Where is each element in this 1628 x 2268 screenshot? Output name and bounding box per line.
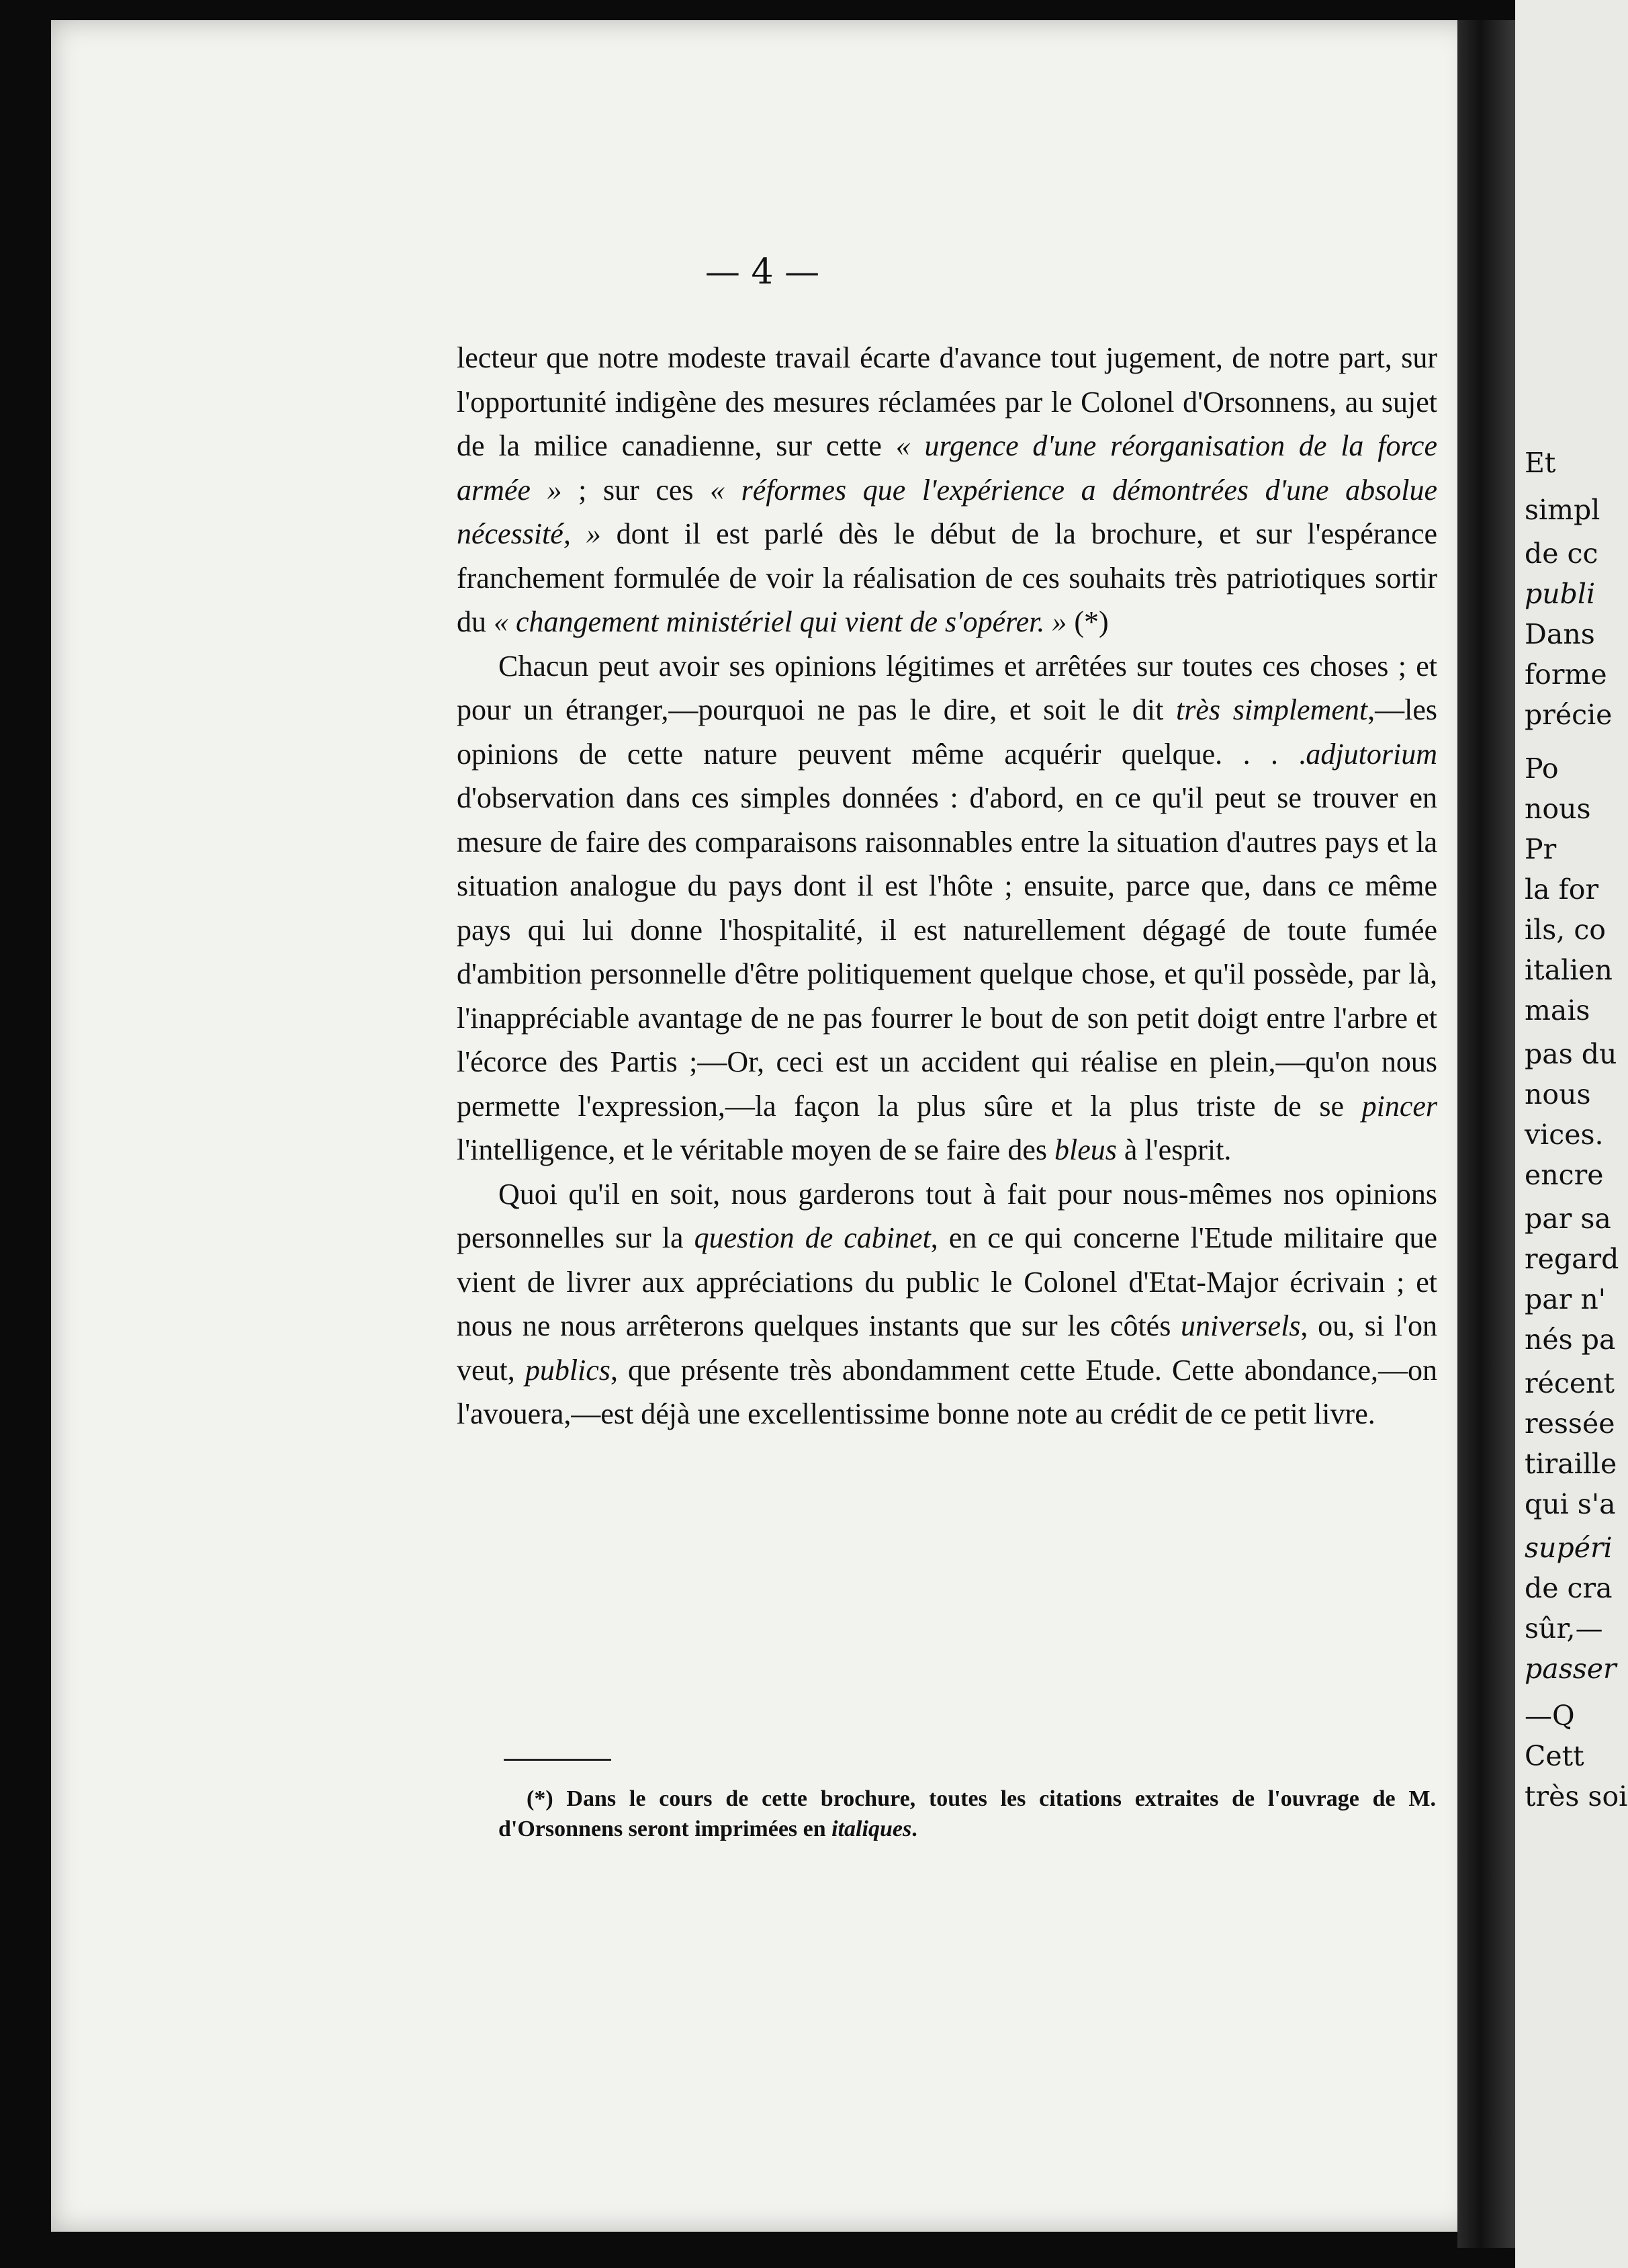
footnote-text <box>498 1784 1436 1844</box>
italic-text: « réformes que l'expérience a démontrées d'une absolue nécessité, » <box>457 473 1437 550</box>
facing-page-fragment: publi <box>1525 578 1596 610</box>
text-run: (*) <box>1067 605 1109 638</box>
facing-page-edge <box>1515 0 1628 2268</box>
facing-page-fragment: sûr,— <box>1525 1612 1603 1645</box>
book-gutter <box>1457 20 1515 2248</box>
text-run: dont il est parlé dès le début de la brochure, et sur l'espérance franchement formulée de voir la réalisation de ces souhaits très patriotiques sortir du <box>457 517 1437 638</box>
facing-page-fragment: nés pa <box>1525 1323 1616 1356</box>
text-run: à l'esprit. <box>1116 1133 1232 1166</box>
facing-page-fragment: forme <box>1525 658 1607 691</box>
facing-page-fragment: mais <box>1525 994 1590 1027</box>
facing-page-fragment: la for <box>1525 873 1599 906</box>
facing-page-fragment: récent <box>1525 1367 1615 1399</box>
text-run: ,—les opinions de cette nature peuvent même acquérir quelque. . . . <box>457 693 1438 771</box>
footnote <box>498 1784 1436 1844</box>
paragraph <box>457 1172 1437 1436</box>
italic-text: question de cabinet <box>694 1221 931 1254</box>
facing-page-fragment: pas du <box>1525 1038 1617 1070</box>
italic-text: italiques <box>831 1817 912 1841</box>
facing-page-fragment: Po <box>1525 752 1559 785</box>
facing-page-fragment: Dans <box>1525 618 1595 650</box>
facing-page-fragment: encre <box>1525 1159 1604 1191</box>
facing-page-fragment: ressée <box>1525 1407 1615 1440</box>
facing-page-fragment: passer <box>1525 1653 1617 1685</box>
text-run: ; sur ces <box>561 473 711 507</box>
facing-page-fragment: italien <box>1525 954 1613 986</box>
italic-text: publics <box>525 1353 610 1387</box>
text-run: , en ce qui concerne l'Etude militaire que vient de livrer aux appréciations du public le Colonel d'Etat-Major écrivain ; et nous ne nous arrêterons quelques instants que sur les côtés <box>457 1221 1438 1342</box>
facing-page-fragment: —Q <box>1525 1700 1575 1732</box>
italic-text: universels <box>1181 1309 1301 1342</box>
text-run: (*) Dans le cours de cette brochure, toutes les citations extraites de l'ouvrage de M. d'Orsonnens seront imprimées en <box>498 1786 1436 1841</box>
facing-page-fragment: par n' <box>1525 1283 1606 1315</box>
facing-page-fragment: tiraille <box>1525 1448 1617 1480</box>
facing-page-fragment: par sa <box>1525 1203 1611 1235</box>
text-run: l'intelligence, et le véritable moyen de se faire des <box>457 1133 1054 1166</box>
facing-page-fragment: nous <box>1525 793 1591 825</box>
facing-page-fragment: de cra <box>1525 1572 1613 1604</box>
text-run: Quoi qu'il en soit, nous garderons tout à fait pour nous-mêmes nos opinions personnelles sur la <box>457 1177 1437 1254</box>
facing-page-fragment: Et <box>1525 447 1556 479</box>
italic-text: adjutorium <box>1306 737 1437 771</box>
paragraph <box>457 336 1437 644</box>
italic-text: « changement ministériel qui vient de s'opérer. » <box>494 605 1067 638</box>
italic-text: très simplement <box>1176 693 1368 726</box>
book-page <box>51 20 1474 2232</box>
facing-page-fragment: Cett <box>1525 1740 1584 1772</box>
facing-page-fragment: supéri <box>1525 1532 1613 1564</box>
facing-page-fragment: simpl <box>1525 494 1600 526</box>
facing-page-fragment: regard <box>1525 1243 1619 1275</box>
facing-page-fragment: Pr <box>1525 833 1557 865</box>
facing-page-fragment: ils, co <box>1525 914 1606 946</box>
facing-page-fragment: précie <box>1525 699 1613 731</box>
italic-text: « urgence d'une réorganisation de la force armée » <box>457 429 1437 507</box>
facing-page-fragment: vices. <box>1525 1119 1604 1151</box>
facing-page-fragment: très soi <box>1525 1780 1628 1813</box>
paragraph <box>457 644 1437 1172</box>
text-run: , ou, si l'on veut, <box>457 1309 1437 1387</box>
page-number: — 4 — <box>705 252 820 292</box>
text-run: . <box>911 1817 917 1841</box>
footnote-rule <box>504 1759 611 1761</box>
facing-page-fragment: de cc <box>1525 537 1598 570</box>
italic-text: bleus <box>1054 1133 1117 1166</box>
text-run: d'observation dans ces simples données : d'abord, en ce qu'il peut se trouver en mesure de faire des comparaisons raisonnables entre la situation d'autres pays et la situation analogue du pays dont il est l'hôte ; ensuite, parce que, dans ce même pays qui lui donne l'hospitalité, il est naturellement dégagé de toute fumée d'ambition personnelle d'être politiquement quelque chose, et qu'il possède, par là, l'inappréciable avantage de ne pas fourrer le bout de son petit doigt entre l'arbre et l'écorce des Partis ;—Or, ceci est un accident qui réalise en plein,—qu'on nous permette l'expression,—la façon la plus sûre et la plus triste de se <box>457 781 1437 1123</box>
text-run: , que présente très abondamment cette Etude. Cette abondance,—on l'avouera,—est déjà une excellentissime bonne note au crédit de ce petit livre. <box>457 1353 1437 1430</box>
facing-page-fragment: qui s'a <box>1525 1488 1616 1520</box>
facing-page-fragment: nous <box>1525 1078 1591 1110</box>
text-run: Chacun peut avoir ses opinions légitimes et arrêtées sur toutes ces choses ; et pour un étranger,—pourquoi ne pas le dire, et soit le dit <box>457 649 1437 726</box>
body-text <box>457 336 1437 1436</box>
italic-text: pincer <box>1361 1089 1437 1123</box>
text-run: lecteur que notre modeste travail écarte d'avance tout jugement, de notre part, sur l'opportunité indigène des mesures réclamées par le Colonel d'Orsonnens, au sujet de la milice canadienne, sur cette <box>457 341 1437 462</box>
